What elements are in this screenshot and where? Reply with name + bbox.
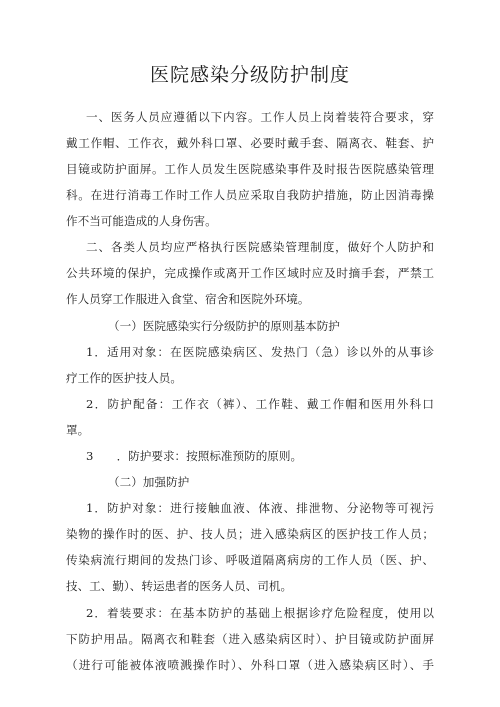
document-title: 医院感染分级防护制度 — [149, 64, 350, 86]
text-line: 作人员穿工作服进入食堂、宿舍和医院外环境。 — [66, 292, 310, 306]
text-line: 二、各类人员均应严格执行医院感染管理制度，做好个人防护和 — [86, 240, 434, 254]
text-line: 2．防护配备：工作衣（裤）、工作鞋、戴工作帽和医用外科口 — [86, 397, 434, 411]
text-line: 3 ．防护要求：按照标准预防的原则。 — [86, 449, 303, 463]
text-line: 下防护用品。隔离衣和鞋套（进入感染病区时）、护目镜或防护面屏 — [66, 632, 434, 646]
text-line: 作不当可能造成的人身伤害。 — [66, 214, 217, 228]
text-line: 科。在进行消毒工作时工作人员应采取自我防护措施，防止因消毒操 — [66, 188, 434, 202]
section-heading: （一）医院感染实行分级防护的原则基本防护 — [108, 319, 340, 333]
text-line: 目镜或防护面屏。工作人员发生医院感染事件及时报告医院感染管理 — [66, 162, 434, 176]
text-line: 传染病流行期间的发热门诊、呼吸道隔离病房的工作人员（医、护、 — [66, 553, 434, 567]
section-heading: （二）加强防护 — [108, 475, 190, 489]
text-line: 2．着装要求：在基本防护的基础上根据诊疗危险程度，使用以 — [86, 606, 434, 620]
text-line: 戴工作帽、工作衣，戴外科口罩、必要时戴手套、隔离衣、鞋套、护 — [66, 136, 434, 150]
text-line: 技、工、勤）、转运患者的医务人员、司机。 — [66, 579, 293, 593]
text-line: 疗工作的医护技人员。 — [66, 371, 182, 385]
text-line: 罩。 — [66, 423, 90, 437]
text-line: 1．适用对象：在医院感染病区、发热门（急）诊以外的从事诊 — [86, 345, 434, 359]
text-line: 一、医务人员应遵循以下内容。工作人员上岗着装符合要求，穿 — [86, 110, 434, 124]
text-line: 染物的操作时的医、护、技人员；进入感染病区的医护技工作人员； — [66, 527, 434, 541]
text-line: 1．防护对象：进行接触血液、体液、排泄物、分泌物等可视污 — [86, 501, 434, 515]
text-line: （进行可能被体液喷溅操作时）、外科口罩（进入感染病区时）、手 — [66, 658, 434, 672]
text-line: 公共环境的保护，完成操作或离开工作区域时应及时摘手套，严禁工 — [66, 266, 434, 280]
